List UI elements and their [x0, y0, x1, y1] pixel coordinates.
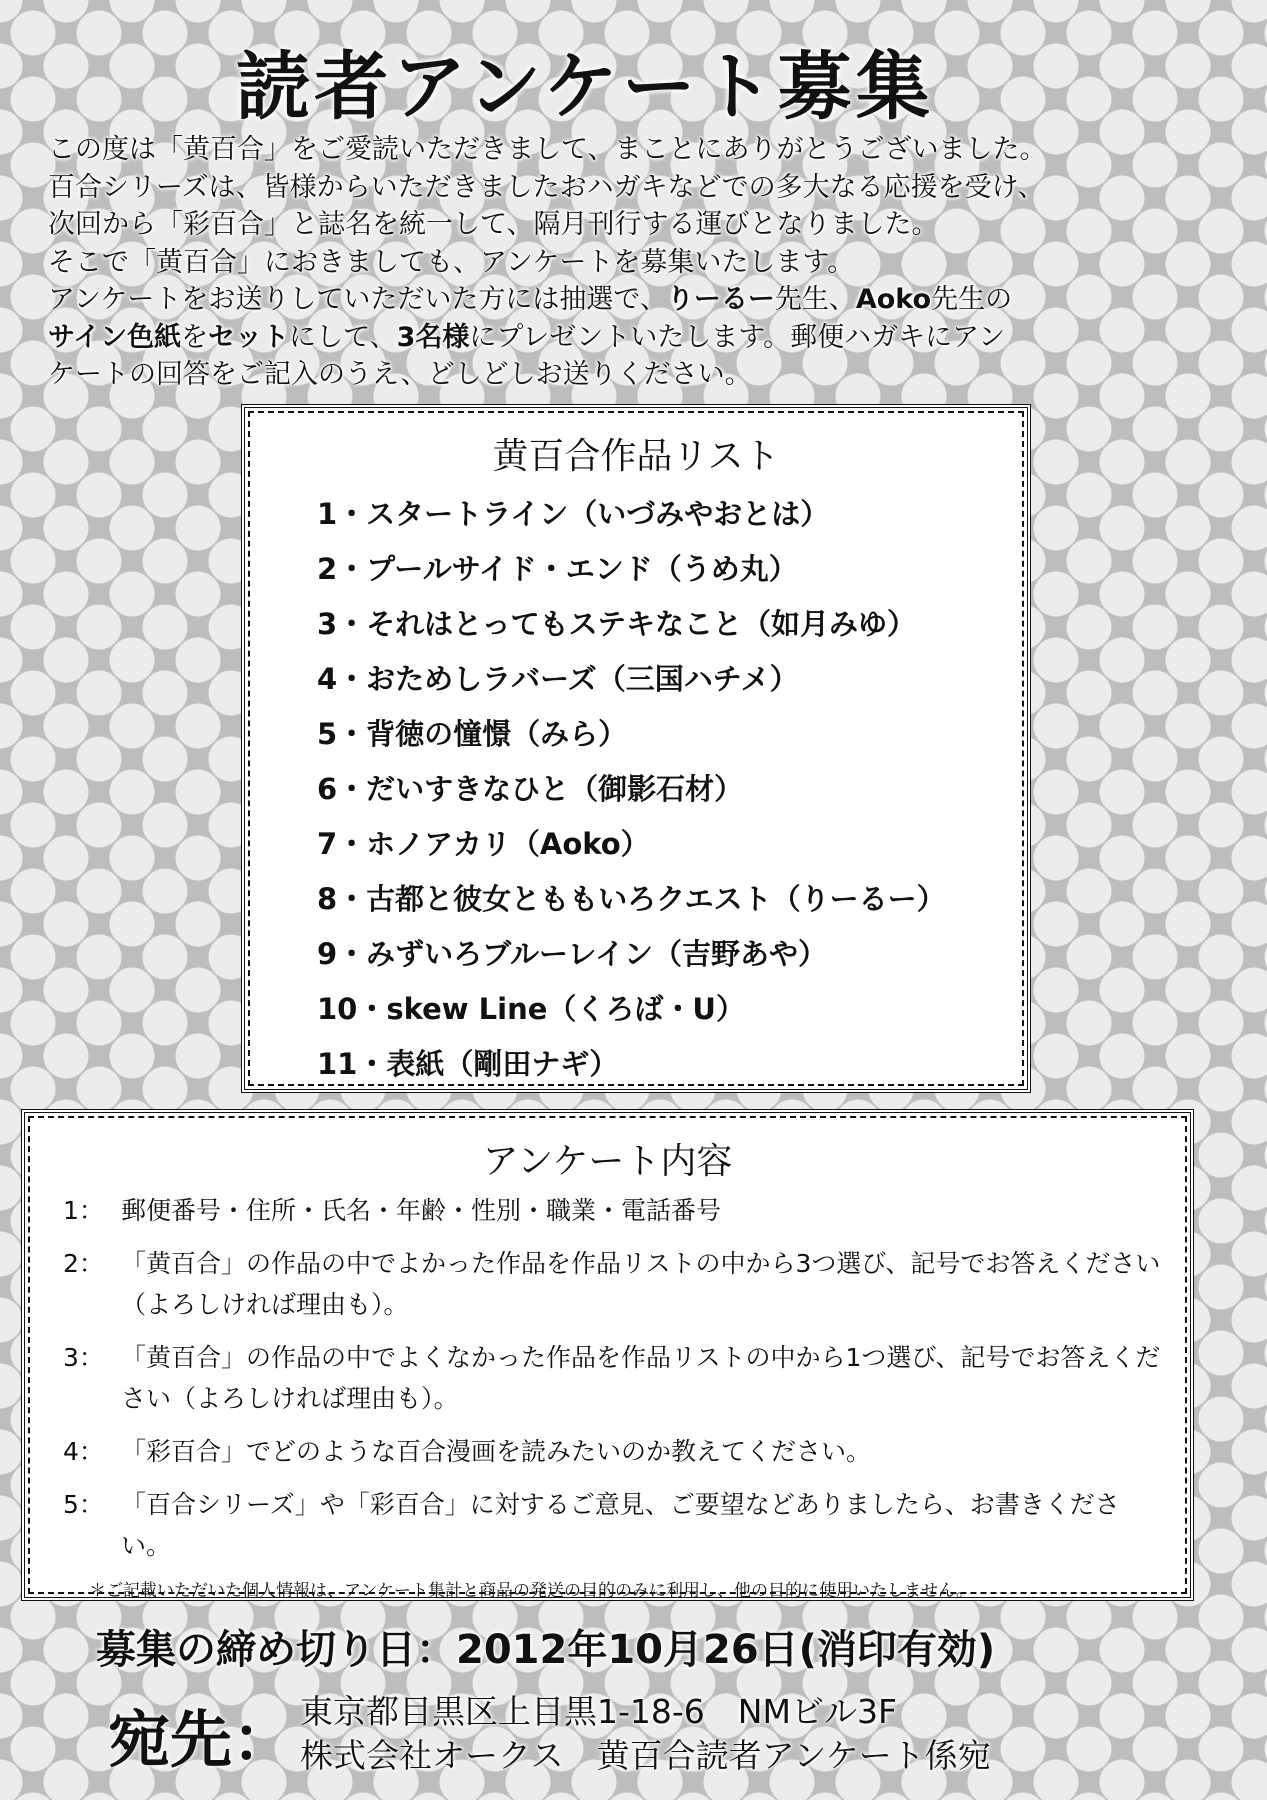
list-item: 7・ホノアカリ（Aoko）: [317, 827, 650, 861]
deadline: 募集の締め切り日：2012年10月26日(消印有効): [96, 1627, 996, 1673]
question-text: 「彩百合」でどのような百合漫画を読みたいのか教えてください。: [121, 1437, 872, 1466]
address-label: 宛先：: [108, 1703, 295, 1776]
list-item: 2・プールサイド・エンド（うめ丸）: [317, 552, 798, 586]
emphasis: りーるー: [666, 284, 775, 315]
intro-line: 百合シリーズは、皆様からいただきましたおハガキなどでの多大なる応援を受け、: [48, 171, 1045, 203]
privacy-note: ＊ご記載いただいた個人情報は、アンケート集計と商品の発送の目的のみに利用し、他の目的に使用いたしません。: [89, 1581, 973, 1601]
intro-line: この度は「黄百合」をご愛読いただきまして、まことにありがとうございました。: [48, 134, 1047, 165]
question-number: 4：: [63, 1437, 104, 1466]
list-item: 4・おためしラバーズ（三国ハチメ）: [317, 662, 799, 696]
works-list-title: 黄百合作品リスト: [492, 436, 780, 477]
question-item: [63, 1484, 1190, 1566]
text: にして、: [289, 321, 397, 353]
question-item: [63, 1190, 1190, 1231]
question-number: 1：: [63, 1196, 104, 1225]
list-item: 9・みずいろブルーレイン（吉野あや）: [317, 937, 827, 971]
text: を: [181, 321, 209, 353]
address-line: 株式会社オークス 黄百合読者アンケート係宛: [300, 1736, 991, 1775]
emphasis: セット: [208, 321, 290, 353]
works-list: [317, 487, 1027, 1092]
question-text: 「黄百合」の作品の中でよくなかった作品を作品リストの中から1つ選び、記号でお答えください（よろしければ理由も）。: [121, 1343, 1161, 1413]
intro-text: [48, 131, 1228, 394]
intro-line: 次回から「彩百合」と誌名を統一して、隔月刊行する運びとなりました。: [48, 209, 939, 240]
works-list-box: [241, 404, 1031, 1093]
intro-line: ケートの回答をご記入のうえ、どしどしお送りください。: [48, 359, 752, 390]
intro-line: そこで「黄百合」におきましても、アンケートを募集いたします。: [48, 246, 855, 278]
question-number: 5：: [63, 1490, 104, 1519]
question-text: 「百合シリーズ」や「彩百合」に対するご意見、ご要望などありましたら、お書きください。: [121, 1490, 1120, 1560]
emphasis: Aoko: [855, 284, 932, 315]
list-item: 6・だいすきなひと（御影石材）: [317, 772, 744, 806]
question-list: [63, 1190, 1190, 1566]
question-number: 3：: [63, 1343, 104, 1372]
list-item: 11・表紙（剛田ナギ）: [317, 1047, 619, 1081]
list-item: 5・背徳の憧憬（みら）: [317, 717, 628, 751]
list-item: 1・スタートライン（いづみやおとは）: [317, 497, 830, 531]
text: アンケートをお送りしていただいた方には抽選で、: [48, 284, 667, 315]
page-title: 読者アンケート募集: [236, 44, 934, 130]
list-item: 3・それはとってもステキなこと（如月みゆ）: [317, 607, 917, 641]
question-item: [63, 1431, 1190, 1472]
question-text: 郵便番号・住所・氏名・年齢・性別・職業・電話番号: [121, 1196, 722, 1225]
question-text: 「黄百合」の作品の中でよかった作品を作品リストの中から3つ選び、記号でお答えください（よろしければ理由も）。: [121, 1249, 1161, 1319]
emphasis: サイン色紙: [48, 321, 182, 353]
question-item: [63, 1243, 1190, 1325]
question-item: [63, 1337, 1190, 1419]
survey-box: [21, 1109, 1194, 1601]
list-item: 8・古都と彼女とももいろクエスト（りーるー）: [317, 882, 946, 916]
address: [300, 1690, 991, 1778]
text: 先生の: [931, 284, 1013, 315]
intro-line: [48, 319, 1228, 357]
text: にプレゼントいたします。郵便ハガキにアン: [469, 321, 1006, 353]
intro-line: [48, 281, 1228, 319]
emphasis: 3名様: [396, 321, 470, 353]
survey-title: アンケート内容: [482, 1141, 733, 1182]
question-number: 2：: [63, 1249, 104, 1278]
text: 先生、: [774, 284, 856, 315]
address-line: 東京都目黒区上目黒1-18-6 NMビル3F: [300, 1692, 897, 1731]
list-item: 10・skew Line（くろば・U）: [317, 992, 745, 1026]
